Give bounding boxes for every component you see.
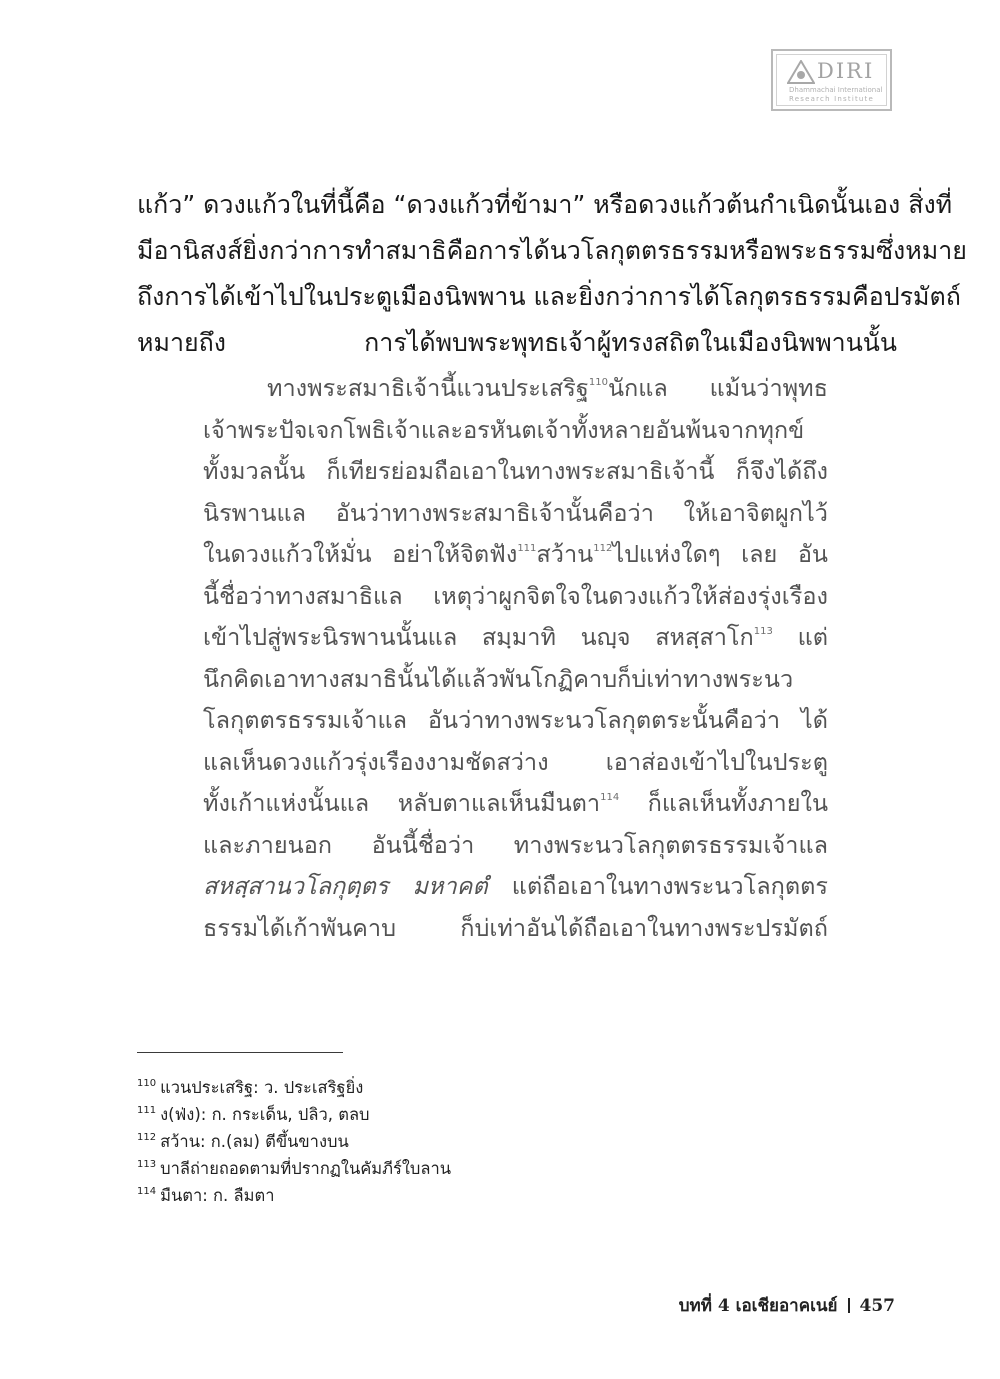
scripture-quote-block: [203, 368, 828, 949]
quote-text: ทางพระสมาธิเจ้านี้แวนประเสริฐ: [267, 374, 589, 402]
quote-line: ทั้งมวลนั้น ก็เทียรย่อมถือเอาในทางพระสมาธิเจ้านี้ ก็จึงได้ถึง: [203, 457, 828, 485]
quote-line: และภายนอก อันนี้ชื่อว่า ทางพระนวโลกุตตรธรรมเจ้าแล: [203, 830, 828, 859]
quote-line: [203, 783, 828, 825]
footnote-ref: 110: [588, 377, 608, 388]
intro-line: มีอานิสงส์ยิ่งกว่าการทำสมาธิคือการได้นวโลกุตตรธรรมหรือพระธรรมซึ่งหมาย: [137, 236, 967, 265]
quote-line: แลเห็นดวงแก้วรุ่งเรืองงามชัดสว่าง เอาส่องเข้าไปในประตู: [203, 747, 828, 776]
footnote-text: แวนประเสริฐ: ว. ประเสริฐยิ่ง: [160, 1078, 364, 1097]
footnote-text: ง(ฟ่ง): ก. กระเด็น, ปลิว, ตลบ: [160, 1105, 370, 1124]
logo-subtitle-line1: Dhammachai International: [789, 86, 883, 94]
quote-line: [203, 866, 828, 908]
quote-line: [203, 617, 828, 659]
quote-text: ไปแห่งใดๆ เลย อัน: [612, 540, 828, 568]
footnote: [137, 1151, 637, 1178]
quote-line: นึกคิดเอาทางสมาธินั้นได้แล้วพันโกฏิคาบก็บ่เท่าทางพระนว: [203, 664, 794, 693]
footnote-number: 110: [137, 1078, 157, 1089]
footnote-ref: 113: [753, 626, 773, 637]
logo-wordmark: DIRI: [817, 59, 875, 83]
footnote: [137, 1097, 637, 1124]
quote-text: ทั้งเก้าแห่งนั้นแล หลับตาแลเห็นมืนตา: [203, 789, 601, 817]
footnote-number: 112: [137, 1132, 157, 1143]
footnote-ref: 111: [517, 543, 537, 554]
footnote: [137, 1124, 637, 1151]
footnote-number: 111: [137, 1105, 157, 1116]
quote-text: ในดวงแก้วให้มั่น อย่าให้จิตฟัง: [203, 540, 518, 568]
footnote-number: 113: [137, 1159, 157, 1170]
quote-text: สว้าน: [536, 540, 594, 568]
footnote-ref: 114: [600, 792, 620, 803]
diri-logo: [771, 49, 892, 111]
intro-line: แก้ว” ดวงแก้วในที่นี้คือ “ดวงแก้วที่ข้ามา” หรือดวงแก้วต้นกำเนิดนั้นเอง สิ่งที่: [137, 190, 953, 219]
quote-line: [203, 534, 828, 576]
page-footer: [679, 1292, 895, 1319]
footnote: [137, 1070, 637, 1097]
quote-line: ธรรมได้เก้าพันคาบ ก็บ่เท่าอันได้ถือเอาในทางพระปรมัตถ์: [203, 913, 828, 942]
quote-italic-pali: สหสฺสานวโลกุตฺตร มหาคตํ: [203, 872, 488, 900]
footnote-ref: 112: [593, 543, 613, 554]
triangle-emblem-icon: [787, 60, 815, 84]
quote-line: โลกุตตรธรรมเจ้าแล อันว่าทางพระนวโลกุตตระนั้นคือว่า ได้: [203, 706, 828, 734]
logo-subtitle-line2: Research Institute: [789, 95, 875, 103]
quote-text: ก็แลเห็นทั้งภายใน: [619, 789, 829, 817]
footnote-number: 114: [137, 1186, 157, 1197]
footnote: [137, 1178, 637, 1205]
quote-line: [203, 368, 828, 410]
footnote-text: มืนตา: ก. ลืมตา: [160, 1186, 275, 1205]
quote-text: นักแล แม้นว่าพุทธ: [607, 374, 828, 402]
quote-text: แต่ถือเอาในทางพระนวโลกุตตร: [487, 872, 828, 900]
footnotes: [137, 1070, 637, 1205]
quote-line: นี้ชื่อว่าทางสมาธิแล เหตุว่าผูกจิตใจในดวงแก้วให้ส่องรุ่งเรือง: [203, 581, 828, 610]
chapter-title: บทที่ 4 เอเชียอาคเนย์: [678, 1296, 838, 1316]
footnote-text: สว้าน: ก.(ลม) ตีขึ้นขางบน: [160, 1132, 349, 1151]
footer-separator: [848, 1298, 850, 1313]
quote-line: เจ้าพระปัจเจกโพธิเจ้าและอรหันตเจ้าทั้งหลายอันพ้นจากทุกข์: [203, 415, 805, 444]
quote-line: นิรพานแล อันว่าทางพระสมาธิเจ้านั้นคือว่า ให้เอาจิตผูกไว้: [203, 498, 828, 527]
intro-line: ถึงการได้เข้าไปในประตูเมืองนิพพาน และยิ่งกว่าการได้โลกุตรธรรมคือปรมัตถ์: [137, 282, 961, 311]
quote-text: แต่: [772, 623, 828, 651]
quote-text: เข้าไปสู่พระนิรพานนั้นแล สมฺมาทิ นญฺจ สหสฺสาโก: [203, 623, 754, 651]
page-number: 457: [859, 1296, 895, 1316]
intro-paragraph: [137, 182, 967, 366]
footnote-text: บาลีถ่ายถอดตามที่ปรากฏในคัมภีร์ใบลาน: [160, 1159, 452, 1178]
intro-line: หมายถึง การได้พบพระพุทธเจ้าผู้ทรงสถิตในเมืองนิพพานนั้น: [137, 328, 897, 357]
footnote-divider: [137, 1052, 343, 1053]
